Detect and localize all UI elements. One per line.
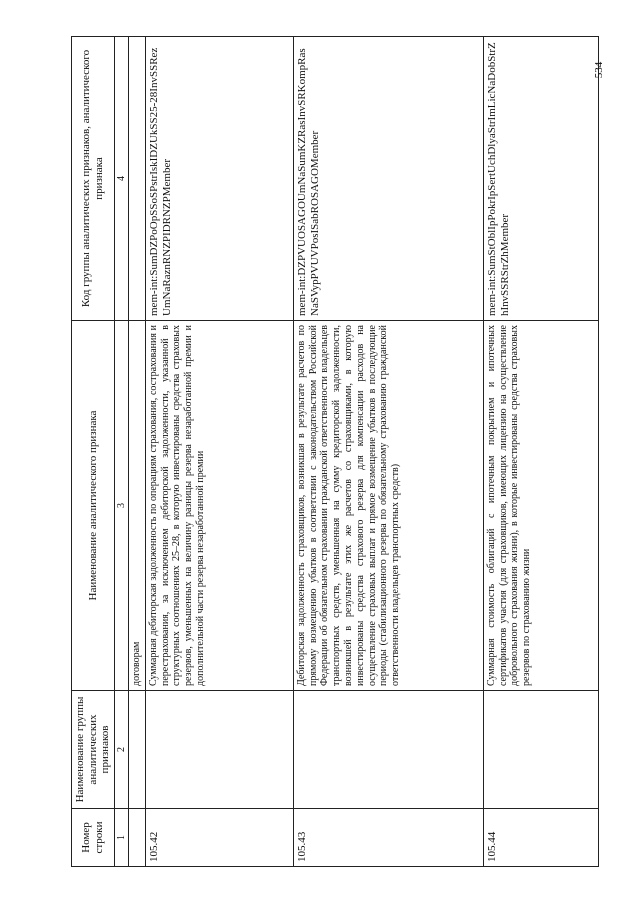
table-row (145, 37, 293, 867)
rotated-page (71, 37, 591, 867)
column-number: 2 (114, 691, 128, 809)
column-number: 1 (114, 809, 128, 867)
table-cell (128, 691, 145, 809)
header-feature-name: Наименование аналитического признака (72, 321, 115, 691)
row-number: 105.44 (483, 809, 598, 867)
group-name-cell (293, 691, 483, 809)
continuation-text: договорам (128, 321, 145, 691)
table-row (483, 37, 598, 867)
table-cell (128, 37, 145, 321)
table-row (293, 37, 483, 867)
continuation-row (128, 37, 145, 867)
row-number: 105.42 (145, 809, 293, 867)
code-cell: mem-int:DZPVUOSAGOUmNaSumKZRasInvSRKompRasNaSVypPVUVPosISabROSAGOMember (293, 37, 483, 321)
header-code: Код группы аналитических признаков, аналитического признака (72, 37, 115, 321)
column-number: 4 (114, 37, 128, 321)
header-group-name: Наименование группы аналитических признаков (72, 691, 115, 809)
column-number: 3 (114, 321, 128, 691)
table-cell (128, 809, 145, 867)
group-name-cell (483, 691, 598, 809)
header-row-number: Номер строки (72, 809, 115, 867)
row-number: 105.43 (293, 809, 483, 867)
feature-name-cell: Суммарная стоимость облигаций с ипотечным покрытием и ипотечных сертификатов участия (для страховщиков, имеющих лицензию на осуществление добровольного страхования жизни), в которые инвестированы средства страховых резервов по страхованию жизни (483, 321, 598, 691)
code-cell: mem-int:SumDZPoOpSSoSPstrIskIDZUkSS25-28InvSSRezUmNaRaznRNZPIDRNZPMember (145, 37, 293, 321)
feature-name-cell: Суммарная дебиторская задолженность по операциям страхования, сострахования и перестрахования, за исключением дебиторской задолженности, указанной в структурных соотношениях 25–28, в которую инвестированы средства страховых резервов, уменьшенных на величину разницы резерва незаработанной премии и дополнительной части резерва незаработанной премии (145, 321, 293, 691)
code-cell: mem-int:SumStOblIpPokrIpSertUchDlyaStrImLicNaDobStrZhInvSSRStrZhMember (483, 37, 598, 321)
page-number: 534 (593, 61, 605, 79)
analytics-table (71, 36, 599, 867)
group-name-cell (145, 691, 293, 809)
feature-name-cell: Дебиторская задолженность страховщиков, возникшая в результате расчетов по прямому возмещению убытков в соответствии с законодательством Российской Федерации об обязательном страховании гражданской ответственности владельцев транспортных средств, уменьшенная на сумму кредиторской задолженности, возникшей в результате этих же расчетов со страховщиками, в которую инвестированы средства страхового резерва для компенсации расходов на осуществление страховых выплат и прямое возмещение убытков в последующие периоды (стабилизационного резерва по обязательному страхованию гражданской ответственности владельцев транспортных средств) (293, 321, 483, 691)
